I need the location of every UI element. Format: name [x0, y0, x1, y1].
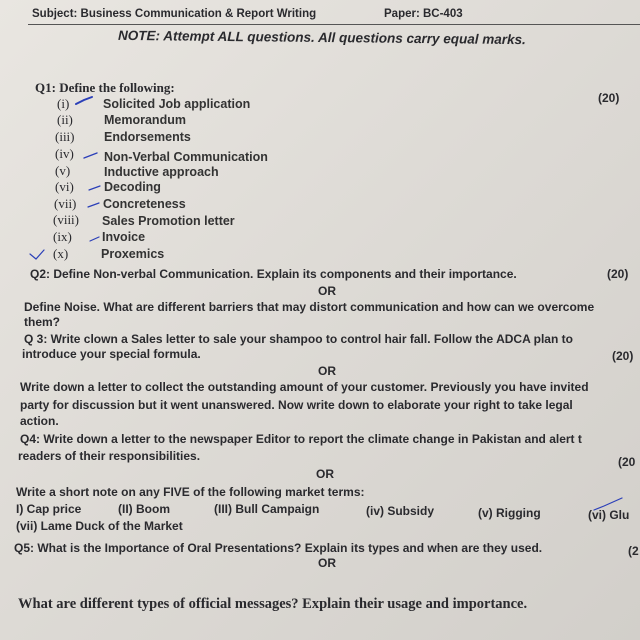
q1-item-text: Solicited Job application	[103, 97, 251, 111]
market-term: (vii) Lame Duck of the Market	[16, 519, 183, 533]
market-term: (vi) Glu	[588, 508, 630, 522]
market-term: I) Cap price	[16, 502, 82, 516]
q5-marks: (2	[628, 544, 639, 558]
q1-item-text: Concreteness	[103, 197, 186, 211]
q3-or: OR	[318, 364, 336, 378]
q3-alt-line3: action.	[20, 414, 59, 428]
q2-alt-line1: Define Noise. What are different barriers that may distort communication and how can we overcome	[24, 300, 595, 314]
q1-marks: (20)	[598, 91, 620, 105]
q1-item-num: (iv)	[55, 146, 74, 161]
q1-item-num: (x)	[53, 246, 69, 261]
q1-item-text: Invoice	[102, 230, 146, 244]
q1-item-text: Inductive approach	[104, 165, 219, 179]
q3-alt-line2: party for discussion but it went unanswered. Now write down to elaborate your right to take legal	[20, 398, 573, 412]
q1-item-text: Memorandum	[104, 113, 186, 127]
exam-note: NOTE: Attempt ALL questions. All questions carry equal marks.	[117, 27, 526, 48]
q3-line2: introduce your special formula.	[22, 347, 201, 361]
q1-item-num: (vi)	[55, 179, 74, 194]
q1-item-num: (ix)	[53, 229, 72, 244]
q1-item-num: (iii)	[55, 129, 75, 144]
q1-item-text: Sales Promotion letter	[102, 214, 235, 228]
q2-or: OR	[318, 284, 336, 298]
q4-line1: Q4: Write down a letter to the newspaper Editor to report the climate change in Pakistan and alert t	[20, 432, 582, 446]
q4-or: OR	[316, 467, 334, 481]
q2-alt-line2: them?	[24, 315, 60, 329]
q2-marks: (20)	[607, 267, 629, 281]
q5-text: Q5: What is the Importance of Oral Presentations? Explain its types and when are they used.	[14, 541, 543, 555]
q3-line1: Q 3: Write clown a Sales letter to sale your shampoo to control hair fall. Follow the ADCA plan to	[24, 332, 573, 346]
q1-item-num: (vii)	[54, 196, 77, 211]
q5-alt: What are different types of official messages? Explain their usage and importance.	[18, 596, 528, 612]
market-term: (III) Bull Campaign	[214, 502, 320, 516]
q1-item-num: (ii)	[57, 112, 73, 127]
q3-alt-line1: Write down a letter to collect the outstanding amount of your customer. Previously you have invited	[20, 380, 589, 394]
q2-text: Q2: Define Non-verbal Communication. Explain its components and their importance.	[30, 267, 517, 281]
q1-item-text: Proxemics	[101, 247, 165, 261]
q4-line2: readers of their responsibilities.	[18, 449, 201, 463]
q1-item-text: Non-Verbal Communication	[104, 150, 268, 164]
q1-item-text: Decoding	[104, 180, 161, 194]
q1-title: Q1: Define the following:	[35, 80, 175, 95]
market-term: (II) Boom	[118, 502, 170, 516]
q4-alt-intro: Write a short note on any FIVE of the following market terms:	[16, 485, 365, 499]
q4-marks: (20	[618, 455, 636, 469]
q1-item-num: (viii)	[53, 212, 79, 227]
q1-item-num: (i)	[57, 96, 70, 111]
q5-or: OR	[318, 556, 336, 570]
market-term: (v) Rigging	[478, 506, 541, 520]
paper-code: Paper: BC-403	[384, 8, 463, 20]
subject-line: Subject: Business Communication & Report Writing	[32, 8, 317, 20]
q1-item-text: Endorsements	[104, 130, 191, 144]
q1-item-num: (v)	[55, 163, 71, 178]
market-term: (iv) Subsidy	[366, 504, 435, 518]
q3-marks: (20)	[612, 349, 634, 363]
